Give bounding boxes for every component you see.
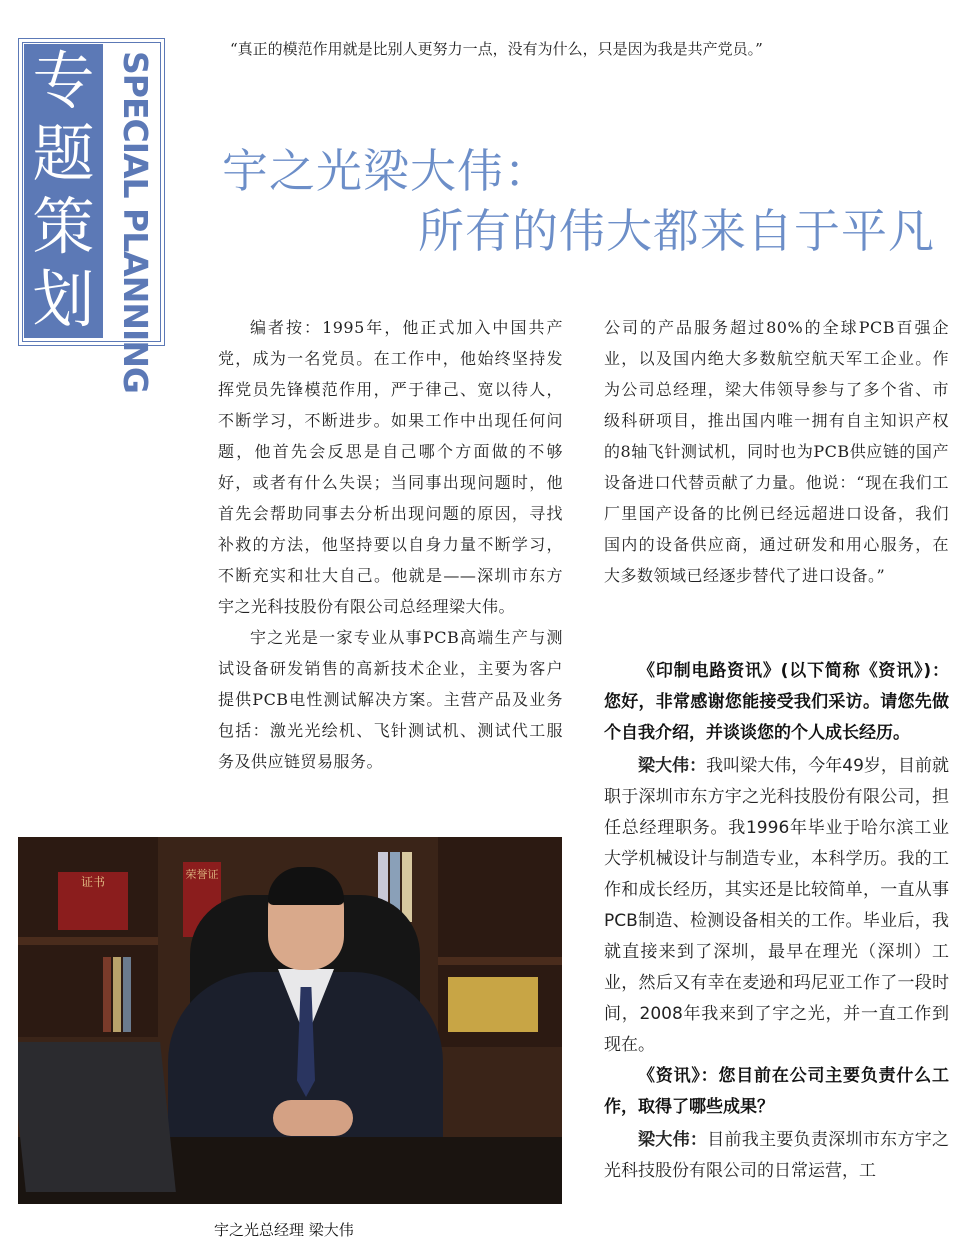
certificate <box>58 872 128 930</box>
photo-caption: 宇之光总经理 梁大伟 <box>214 1221 354 1239</box>
book <box>123 957 131 1032</box>
answer-speaker: 梁大伟： <box>638 1130 708 1150</box>
article-title-line2: 所有的伟大都来自于平凡 <box>418 204 935 258</box>
shelf <box>18 937 158 945</box>
book <box>448 977 538 1032</box>
interview-answer <box>604 1125 949 1187</box>
interview-question: 《资讯》：您目前在公司主要负责什么工作，取得了哪些成果？ <box>604 1066 949 1117</box>
answer-text: 目前我主要负责深圳市东方宇之光科技股份有限公司的日常运营，工 <box>604 1130 950 1181</box>
left-column <box>218 312 563 777</box>
certificate-text: 证书 <box>80 875 105 889</box>
interview-answer <box>604 751 949 1061</box>
badge-char: 题 <box>32 117 95 190</box>
badge-cn-label <box>24 44 103 338</box>
answer-text: 我叫梁大伟，今年49岁，目前就职于深圳市东方宇之光科技股份有限公司，担任总经理职务。我1996年毕业于哈尔滨工业大学机械设计与制造专业，本科学历。我的工作和成长经历，其实还是比较简单，一直从事PCB制造、检测设备相关的工作。毕业后，我就直接来到了深圳，最早在理光（深圳）工业，然后又有幸在麦逊和玛尼亚工作了一段时间，2008年我来到了宇之光，并一直工作到现在。 <box>604 756 949 1055</box>
book <box>402 852 412 922</box>
header-quote: “真正的模范作用就是比别人更努力一点，没有为什么，只是因为我是共产党员。” <box>230 40 763 58</box>
certificate-text: 荣誉证 <box>185 868 219 881</box>
badge-char: 策 <box>32 190 95 263</box>
book <box>113 957 121 1032</box>
laptop <box>18 1042 176 1192</box>
badge-char: 划 <box>32 263 95 336</box>
right-column-continued <box>604 312 949 591</box>
badge-en-label <box>111 51 159 394</box>
shelf <box>438 957 562 965</box>
answer-speaker: 梁大伟： <box>638 756 707 776</box>
portrait-photo <box>18 837 562 1204</box>
badge-char: 专 <box>32 44 95 117</box>
continued-paragraph: 公司的产品服务超过80%的全球PCB百强企业，以及国内绝大多数航空航天军工企业。作为公司总经理，梁大伟领导参与了多个省、市级科研项目，推出国内唯一拥有自主知识产权的8轴飞针测试机，同时也为PCB供应链的国产设备进口代替贡献了力量。他说：“现在我们工厂里国产设备的比例已经远超进口设备，我们国内的设备供应商，通过研发和用心服务，在大多数领域已经逐步替代了进口设备。” <box>604 318 949 585</box>
interview-qa <box>604 656 949 1187</box>
interview-question: 《印制电路资讯》(以下简称《资讯》)：您好，非常感谢您能接受我们采访。请您先做个自我介绍，并谈谈您的个人成长经历。 <box>604 661 949 743</box>
editor-note-paragraph: 编者按：1995年，他正式加入中国共产党，成为一名党员。在工作中，他始终坚持发挥党员先锋模范作用，严于律己、宽以待人，不断学习，不断进步。如果工作中出现任何问题，他首先会反思是自己哪个方面做的不够好，或者有什么失误；当同事出现问题时，他首先会帮助同事去分析出现问题的原因，寻找补救的方法，他坚持要以自身力量不断学习，不断充实和壮大自己。他就是——深圳市东方宇之光科技股份有限公司总经理梁大伟。 <box>218 318 563 616</box>
badge-en-text: SPECIAL PLANNING <box>116 51 155 394</box>
article-title-line1: 宇之光梁大伟： <box>222 144 551 198</box>
person-hair <box>268 867 344 905</box>
hands <box>273 1100 353 1136</box>
book <box>103 957 111 1032</box>
company-intro-paragraph: 宇之光是一家专业从事PCB高端生产与测试设备研发销售的高新技术企业，主要为客户提供PCB电性测试解决方案。主营产品及业务包括：激光光绘机、飞针测试机、测试代工服务及供应链贸易服务。 <box>218 628 563 771</box>
section-badge <box>18 38 165 394</box>
